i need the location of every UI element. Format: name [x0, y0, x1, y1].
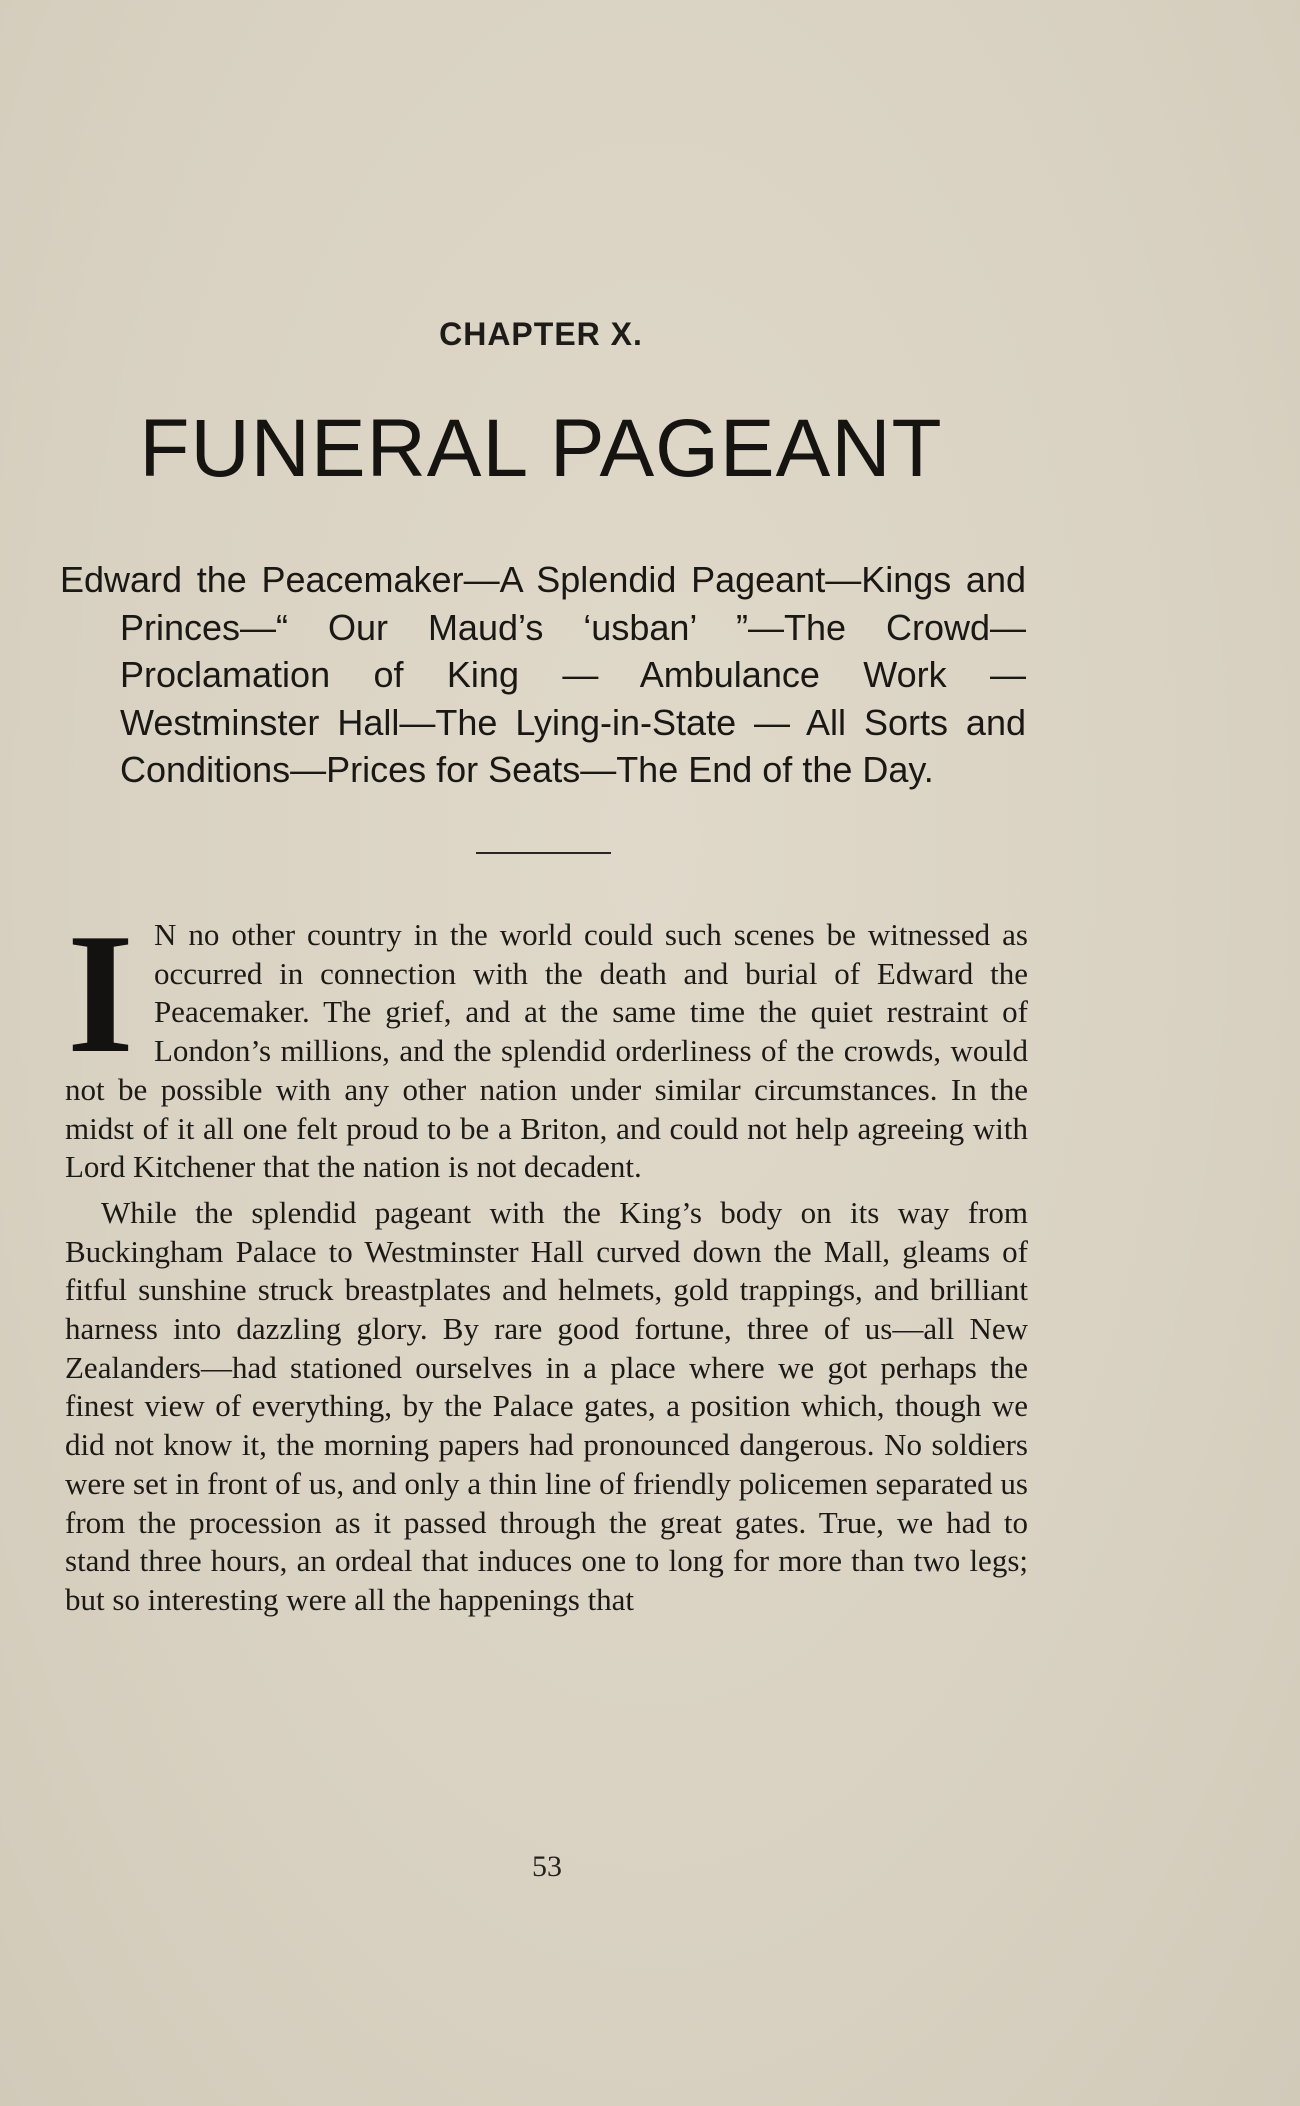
- paragraph-1-text: N no other country in the world could such scenes be witnessed as occurred in connection with the death and burial of Edward the Peacemaker. The grief, and at the same time the quiet restraint of London’s millions, and the splendid orderliness of the crowds, would not be possible with any other nation under similar circumstances. In the midst of it all one felt proud to be a Briton, and could not help agreeing with Lord Kitchener that the nation is not decadent.: [65, 917, 1028, 1185]
- body-text: [65, 899, 1028, 1620]
- chapter-synopsis: [60, 556, 1026, 794]
- drop-cap-letter: I: [67, 899, 134, 1089]
- page-number: 53: [532, 1850, 562, 1883]
- paragraph-1: [65, 899, 1028, 1187]
- paragraph-2-text: While the splendid pageant with the King’s body on its way from Buckingham Palace to Westminster Hall curved down the Mall, gleams of fitful sunshine struck breastplates and helmets, gold trappings, and brilliant harness into dazzling glory. By rare good fortune, three of us—all New Zealanders—had stationed ourselves in a place where we got perhaps the finest view of everything, by the Palace gates, a position which, though we did not know it, the morning papers had pronounced dangerous. No soldiers were set in front of us, and only a thin line of friendly policemen separated us from the procession as it passed through the great gates. True, we had to stand three hours, an ordeal that induces one to long for more than two legs; but so interesting were all the happenings that: [65, 1194, 1028, 1617]
- paragraph-2: [65, 1194, 1028, 1620]
- section-divider: [476, 852, 611, 854]
- chapter-title: FUNERAL PAGEANT: [139, 403, 943, 494]
- chapter-synopsis-text: Edward the Peacemaker—A Splendid Pageant—Kings and Princes—“ Our Maud’s ‘usban’ ”—The Crowd—Proclamation of King — Ambulance Work — Westminster Hall—The Lying-in-State — All Sorts and Conditions—Prices for Seats—The End of the Day.: [60, 559, 1026, 790]
- chapter-label: CHAPTER X.: [439, 316, 643, 352]
